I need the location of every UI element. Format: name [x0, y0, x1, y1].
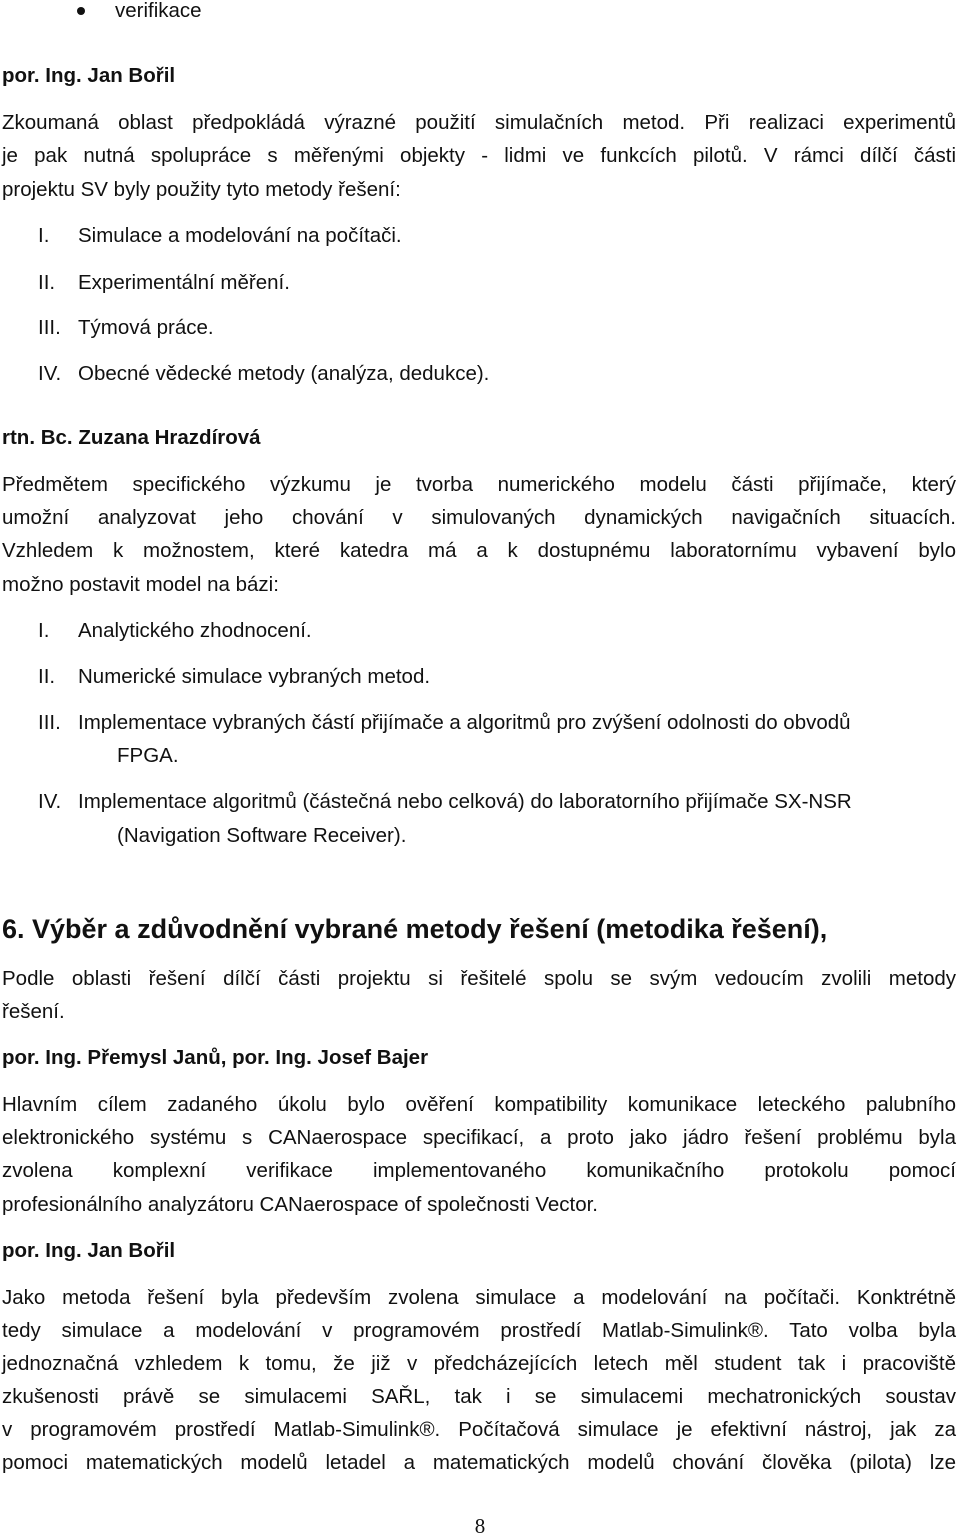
- paragraph-line: Předmětem specifického výzkumu je tvorba numerického modelu části přijímače, který: [2, 473, 956, 496]
- paragraph-line: elektronického systému s CANaerospace specifikací, a proto jako jádro řešení problému byla: [2, 1126, 956, 1149]
- author-heading: rtn. Bc. Zuzana Hrazdírová: [2, 426, 261, 449]
- paragraph-line: Vzhledem k možnostem, které katedra má a k dostupnému laboratornímu vybavení bylo: [2, 539, 956, 562]
- list-text: Implementace vybraných částí přijímače a algoritmů pro zvýšení odolnosti do obvodů: [78, 711, 851, 734]
- paragraph-line: projektu SV byly použity tyto metody řešení:: [2, 178, 401, 201]
- paragraph-line: Jako metoda řešení byla především zvolena simulace a modelování na počítači. Konktrétně: [2, 1286, 956, 1309]
- list-text: FPGA.: [117, 744, 179, 767]
- author-heading: por. Ing. Přemysl Janů, por. Ing. Josef Bajer: [2, 1046, 429, 1069]
- paragraph-line: zkušenosti právě se simulacemi SAŘL, tak i se simulacemi mechatronických soustav: [2, 1385, 956, 1408]
- list-text: Numerické simulace vybraných metod.: [78, 665, 431, 688]
- list-number: II.: [38, 665, 56, 688]
- list-text: (Navigation Software Receiver).: [117, 824, 407, 847]
- paragraph-line: Podle oblasti řešení dílčí části projektu si řešitelé spolu se svým vedoucím zvolili metody: [2, 967, 956, 990]
- list-number: IV.: [38, 362, 62, 385]
- page-number: 8: [474, 1514, 486, 1538]
- paragraph-line: možno postavit model na bázi:: [2, 573, 279, 596]
- list-number: III.: [38, 711, 61, 734]
- list-text: Analytického zhodnocení.: [78, 619, 312, 642]
- paragraph-line: Hlavním cílem zadaného úkolu bylo ověření kompatibility komunikace leteckého palubního: [2, 1093, 956, 1116]
- list-number: I.: [38, 224, 50, 247]
- list-text: Simulace a modelování na počítači.: [78, 224, 402, 247]
- paragraph-line: Zkoumaná oblast předpokládá výrazné použití simulačních metod. Při realizaci experimentů: [2, 111, 956, 134]
- paragraph-line: pomoci matematických modelů letadel a matematických modelů chování člověka (pilota) lze: [2, 1451, 956, 1474]
- list-text: Týmová práce.: [78, 316, 214, 339]
- list-text: Implementace algoritmů (částečná nebo celková) do laboratorního přijímače SX-NSR: [78, 790, 852, 813]
- paragraph-line: zvolena komplexní verifikace implementovaného komunikačního protokolu pomocí: [2, 1159, 956, 1182]
- list-number: I.: [38, 619, 50, 642]
- list-text: Experimentální měření.: [78, 271, 290, 294]
- paragraph-line: je pak nutná spolupráce s měřenými objekty - lidmi ve funkcích pilotů. V rámci dílčí části: [2, 144, 956, 167]
- paragraph-line: v programovém prostředí Matlab-Simulink®. Počítačová simulace je efektivní nástroj, jak za: [2, 1418, 956, 1441]
- list-number: IV.: [38, 790, 62, 813]
- bullet-dot-icon: [77, 7, 85, 15]
- bullet-text: verifikace: [115, 0, 202, 22]
- section-heading: 6. Výběr a zdůvodnění vybrané metody řešení (metodika řešení),: [2, 914, 828, 944]
- paragraph-line: jednoznačná vzhledem k tomu, že již v předcházejících letech měl student tak i pracoviště: [2, 1352, 956, 1375]
- paragraph-line: umožní analyzovat jeho chování v simulovaných dynamických navigačních situacích.: [2, 506, 956, 529]
- paragraph-line: tedy simulace a modelování v programovém prostředí Matlab-Simulink®. Tato volba byla: [2, 1319, 956, 1342]
- paragraph-line: řešení.: [2, 1000, 65, 1023]
- list-text: Obecné vědecké metody (analýza, dedukce).: [78, 362, 490, 385]
- list-number: II.: [38, 271, 56, 294]
- author-heading: por. Ing. Jan Bořil: [2, 1239, 176, 1262]
- author-heading: por. Ing. Jan Bořil: [2, 64, 176, 87]
- paragraph-line: profesionálního analyzátoru CANaerospace of společnosti Vector.: [2, 1193, 599, 1216]
- list-number: III.: [38, 316, 61, 339]
